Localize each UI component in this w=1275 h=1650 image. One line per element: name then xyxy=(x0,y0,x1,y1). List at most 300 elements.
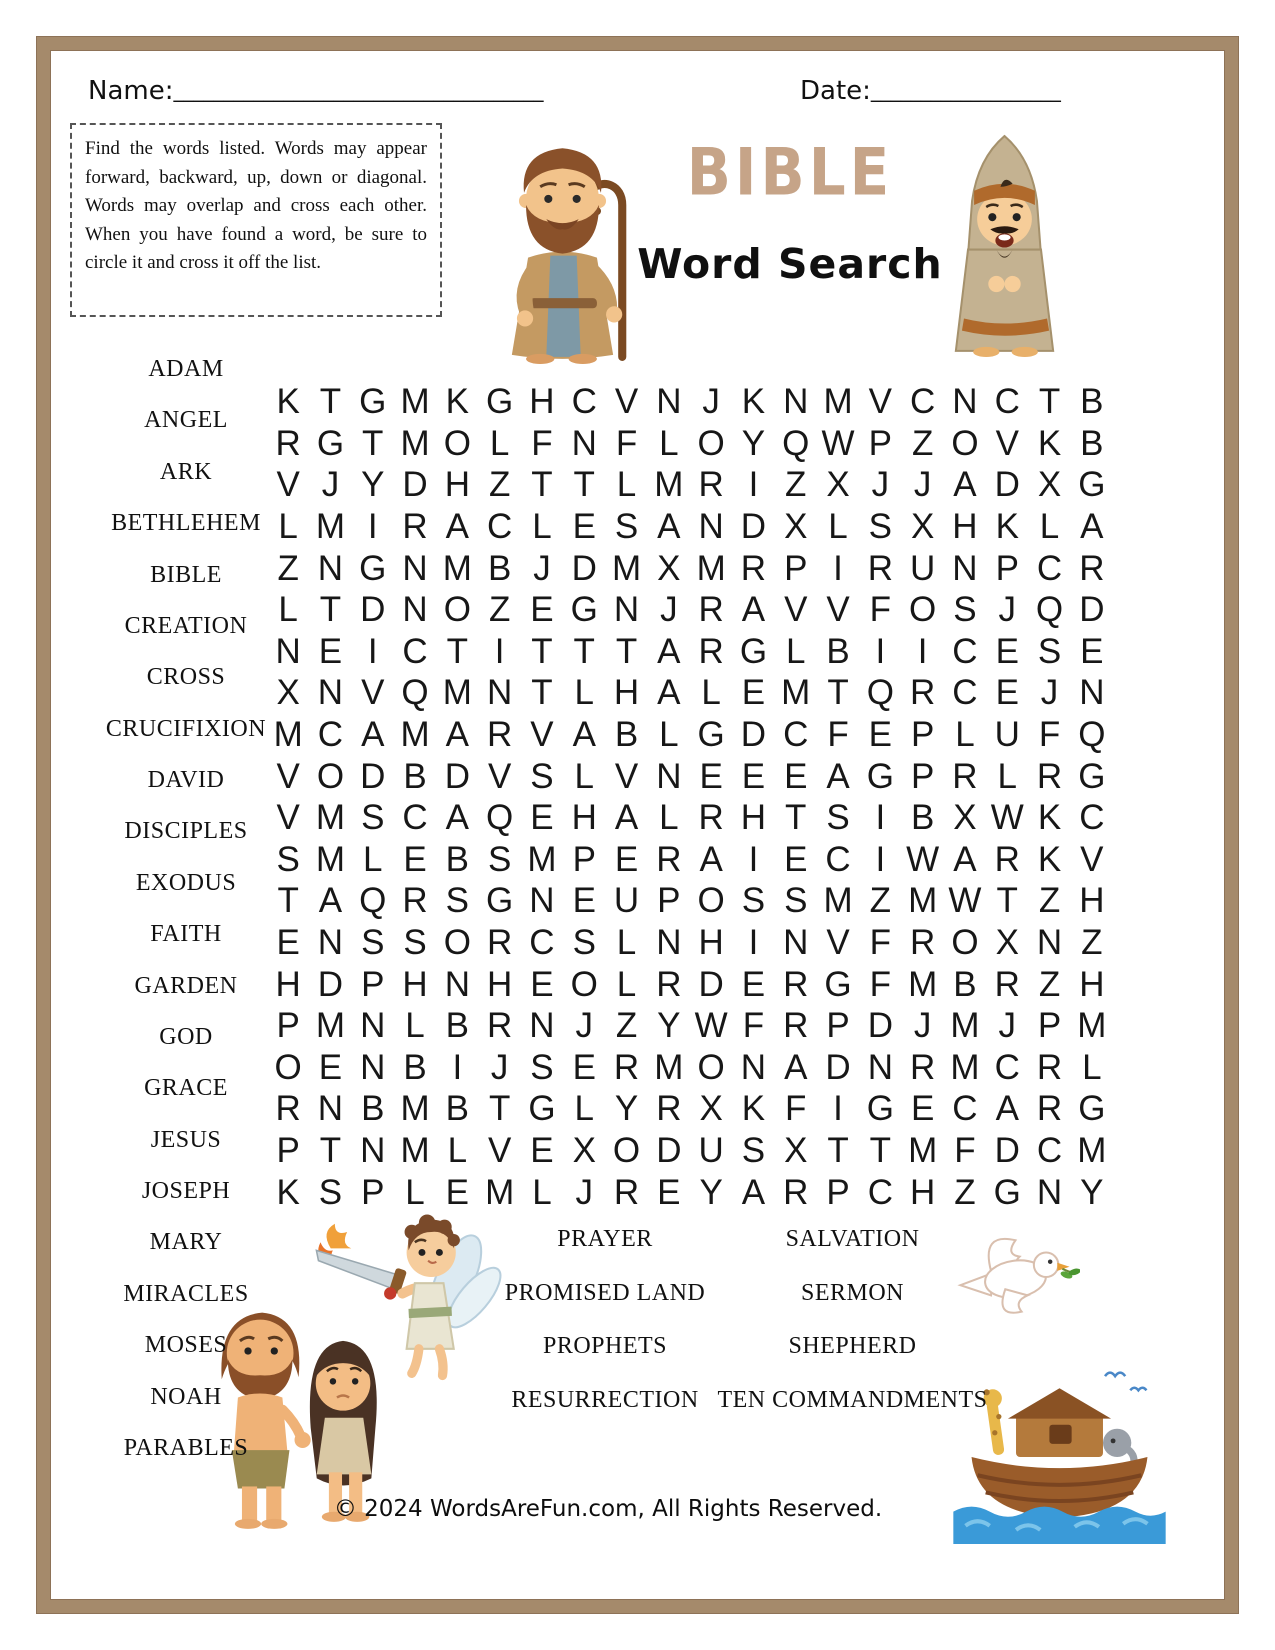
grid-cell: C xyxy=(1036,1131,1063,1171)
grid-cell: T xyxy=(531,631,553,671)
grid-cell: S xyxy=(826,798,850,838)
grid-cell: L xyxy=(1039,507,1060,547)
grid-cell: U xyxy=(910,548,936,588)
grid-cell: H xyxy=(487,964,513,1004)
grid-cell: C xyxy=(952,631,978,671)
grid-cell: M xyxy=(400,423,430,463)
grid-cell: R xyxy=(1079,548,1105,588)
grid-cell: N xyxy=(867,1047,893,1087)
grid-cell: T xyxy=(996,881,1018,921)
grid-cell: W xyxy=(821,423,855,463)
grid-cell: C xyxy=(317,715,344,755)
grid-cell: Y xyxy=(657,1006,681,1046)
grid-cell: T xyxy=(362,423,384,463)
grid-cell: L xyxy=(955,715,975,755)
grid-cell: E xyxy=(741,673,766,713)
grid-cell: V xyxy=(487,756,512,796)
grid-cell: X xyxy=(826,465,850,505)
grid-cell: G xyxy=(570,590,598,630)
grid-cell: J xyxy=(998,1006,1016,1046)
grid-cell: K xyxy=(1037,798,1062,838)
grid-cell: L xyxy=(363,839,383,879)
grid-cell: B xyxy=(953,964,977,1004)
grid-cell: R xyxy=(698,631,724,671)
grid-cell: M xyxy=(442,673,472,713)
grid-cell: R xyxy=(952,756,978,796)
grid-cell: K xyxy=(1037,839,1062,879)
grid-cell: M xyxy=(485,1172,515,1212)
grid-cell: N xyxy=(1036,1172,1063,1212)
grid-cell: N xyxy=(444,964,470,1004)
grid-cell: Z xyxy=(785,465,807,505)
grid-cell: N xyxy=(360,1047,386,1087)
grid-cell: D xyxy=(402,465,428,505)
grid-cell: N xyxy=(275,631,301,671)
grid-cell: S xyxy=(487,839,512,879)
word-list-item: ADAM xyxy=(148,356,224,382)
grid-cell: C xyxy=(529,923,555,963)
grid-cell: D xyxy=(360,590,386,630)
grid-cell: E xyxy=(995,631,1019,671)
grid-cell: A xyxy=(784,1047,808,1087)
grid-cell: I xyxy=(875,798,886,838)
grid-cell: K xyxy=(1037,423,1062,463)
grid-cell: N xyxy=(952,382,978,422)
grid-cell: L xyxy=(574,756,594,796)
grid-cell: D xyxy=(825,1047,851,1087)
grid-cell: T xyxy=(827,1131,849,1171)
grid-cell: L xyxy=(405,1006,425,1046)
word-list-item: GRACE xyxy=(144,1075,228,1102)
grid-cell: H xyxy=(740,798,767,838)
grid-cell: H xyxy=(698,923,724,963)
word-list-item: SALVATION xyxy=(785,1226,920,1252)
grid-cell: P xyxy=(572,839,596,879)
grid-cell: N xyxy=(487,673,513,713)
grid-cell: E xyxy=(741,756,766,796)
grid-cell: L xyxy=(278,590,298,630)
grid-cell: I xyxy=(748,839,759,879)
grid-cell: Q xyxy=(486,798,514,838)
grid-cell: F xyxy=(869,923,892,963)
grid-cell: R xyxy=(740,548,767,588)
grid-cell: L xyxy=(405,1172,425,1212)
grid-cell: T xyxy=(785,798,807,838)
grid-cell: X xyxy=(699,1089,723,1129)
grid-cell: E xyxy=(741,964,766,1004)
grid-cell: T xyxy=(319,590,342,630)
grid-cell: N xyxy=(656,756,682,796)
grid-cell: S xyxy=(953,590,977,630)
grid-cell: T xyxy=(573,465,595,505)
grid-cell: Y xyxy=(741,423,766,463)
grid-cell: K xyxy=(276,1172,300,1212)
word-list-item: SERMON xyxy=(800,1279,905,1306)
grid-cell: I xyxy=(494,631,505,671)
grid-cell: N xyxy=(571,423,597,463)
grid-cell: P xyxy=(826,1006,850,1046)
name-blank-line: _____________________________________ xyxy=(173,78,544,102)
grid-cell: O xyxy=(951,423,979,463)
grid-cell: X xyxy=(276,673,300,713)
grid-cell: N xyxy=(317,923,344,963)
grid-cell: Y xyxy=(1080,1172,1104,1212)
grid-cell: S xyxy=(741,881,766,921)
grid-cell: H xyxy=(1079,964,1105,1004)
grid-cell: B xyxy=(403,1047,427,1087)
grid-cell: E xyxy=(910,1089,935,1129)
grid-cell: L xyxy=(659,715,679,755)
grid-cell: C xyxy=(994,382,1020,422)
grid-cell: D xyxy=(740,715,767,755)
page-title-bible: BIBLE xyxy=(686,133,894,211)
grid-cell: G xyxy=(528,1089,556,1129)
grid-cell: L xyxy=(616,964,637,1004)
grid-cell: M xyxy=(654,465,684,505)
grid-cell: M xyxy=(823,881,853,921)
grid-cell: R xyxy=(613,1172,640,1212)
grid-cell: A xyxy=(361,715,385,755)
grid-cell: H xyxy=(571,798,597,838)
word-list-item: CROSS xyxy=(146,664,226,691)
grid-cell: M xyxy=(654,1047,684,1087)
grid-cell: N xyxy=(783,382,809,422)
grid-cell: R xyxy=(656,1089,682,1129)
grid-cell: X xyxy=(995,923,1019,963)
grid-cell: O xyxy=(612,1131,641,1171)
grid-cell: Q xyxy=(401,673,429,713)
grid-cell: R xyxy=(994,964,1020,1004)
word-list-item: JESUS xyxy=(150,1126,222,1153)
grid-cell: L xyxy=(701,673,721,713)
grid-cell: V xyxy=(784,590,808,630)
grid-cell: R xyxy=(487,923,513,963)
grid-cell: B xyxy=(614,715,639,755)
grid-cell: L xyxy=(659,423,679,463)
grid-cell: R xyxy=(698,465,724,505)
grid-cell: V xyxy=(614,382,639,422)
grid-cell: V xyxy=(276,798,300,838)
grid-cell: M xyxy=(442,548,472,588)
grid-cell: R xyxy=(867,548,893,588)
grid-cell: R xyxy=(1036,756,1063,796)
date-blank-line: ___________________ xyxy=(870,78,1061,102)
grid-cell: B xyxy=(361,1089,385,1129)
grid-cell: M xyxy=(315,839,346,879)
grid-cell: N xyxy=(698,507,724,547)
grid-cell: H xyxy=(444,465,470,505)
grid-cell: M xyxy=(781,673,811,713)
grid-cell: O xyxy=(570,964,598,1004)
grid-cell: L xyxy=(828,507,848,547)
grid-cell: R xyxy=(910,1047,936,1087)
grid-cell: L xyxy=(616,465,637,505)
grid-cell: P xyxy=(995,548,1019,588)
grid-cell: M xyxy=(823,382,853,422)
grid-cell: V xyxy=(530,715,554,755)
grid-cell: Z xyxy=(911,423,934,463)
grid-cell: L xyxy=(489,423,510,463)
grid-cell: M xyxy=(527,839,557,879)
grid-cell: Z xyxy=(869,881,892,921)
grid-cell: O xyxy=(909,590,937,630)
grid-cell: F xyxy=(531,423,553,463)
grid-cell: B xyxy=(403,756,427,796)
grid-cell: C xyxy=(825,839,851,879)
grid-cell: O xyxy=(697,1047,725,1087)
grid-cell: M xyxy=(908,881,938,921)
word-list-item: FAITH xyxy=(150,921,222,948)
grid-cell: S xyxy=(868,507,893,547)
grid-cell: O xyxy=(274,1047,302,1087)
grid-cell: E xyxy=(784,756,808,796)
grid-cell: Y xyxy=(361,465,385,505)
grid-cell: T xyxy=(446,631,469,671)
name-field xyxy=(88,76,543,106)
grid-cell: V xyxy=(1080,839,1104,879)
grid-cell: M xyxy=(950,1047,980,1087)
grid-cell: C xyxy=(402,798,428,838)
grid-cell: M xyxy=(611,548,642,588)
grid-cell: M xyxy=(400,715,430,755)
word-list-item: MIRACLES xyxy=(123,1280,249,1307)
grid-cell: F xyxy=(742,1006,765,1046)
grid-cell: G xyxy=(739,631,768,671)
grid-cell: M xyxy=(273,715,303,755)
grid-cell: K xyxy=(445,382,470,422)
grid-cell: M xyxy=(1077,1006,1107,1046)
grid-cell: W xyxy=(906,839,940,879)
grid-cell: O xyxy=(443,923,471,963)
grid-cell: V xyxy=(995,423,1019,463)
word-list-item: CREATION xyxy=(124,612,248,639)
grid-cell: H xyxy=(952,507,978,547)
grid-cell: S xyxy=(572,923,596,963)
grid-cell: N xyxy=(402,590,428,630)
grid-cell: G xyxy=(1078,465,1106,505)
grid-cell: Q xyxy=(866,673,894,713)
grid-cell: A xyxy=(699,839,723,879)
grid-cell: V xyxy=(826,923,850,963)
grid-cell: T xyxy=(573,631,595,671)
grid-cell: T xyxy=(615,631,638,671)
grid-cell: D xyxy=(1079,590,1105,630)
grid-cell: V xyxy=(276,465,300,505)
grid-cell: T xyxy=(827,673,849,713)
grid-cell: M xyxy=(1077,1131,1107,1171)
grid-cell: T xyxy=(1038,382,1061,422)
word-list-item: GOD xyxy=(159,1023,213,1050)
grid-cell: P xyxy=(361,964,385,1004)
grid-cell: F xyxy=(869,964,892,1004)
grid-cell: J xyxy=(321,465,340,505)
grid-cell: K xyxy=(995,507,1019,547)
grid-cell: L xyxy=(574,1089,594,1129)
grid-cell: I xyxy=(917,631,928,671)
grid-cell: X xyxy=(953,798,977,838)
grid-cell: E xyxy=(530,798,554,838)
grid-cell: N xyxy=(740,1047,767,1087)
grid-cell: Z xyxy=(1038,881,1061,921)
grid-cell: G xyxy=(993,1172,1021,1212)
grid-cell: E xyxy=(995,673,1019,713)
grid-cell: N xyxy=(317,673,344,713)
grid-cell: T xyxy=(869,1131,892,1171)
grid-cell: A xyxy=(741,590,766,630)
grid-cell: H xyxy=(910,1172,936,1212)
grid-cell: A xyxy=(741,1172,766,1212)
letter-grid xyxy=(267,381,1113,1213)
grid-cell: C xyxy=(487,507,513,547)
word-list-item: SHEPHERD xyxy=(788,1333,917,1360)
grid-cell: Q xyxy=(1035,590,1064,630)
grid-cell: J xyxy=(660,590,678,630)
grid-cell: M xyxy=(400,382,430,422)
grid-cell: J xyxy=(533,548,551,588)
grid-cell: P xyxy=(276,1131,300,1171)
grid-cell: J xyxy=(913,1006,932,1046)
grid-cell: L xyxy=(574,673,594,713)
grid-cell: J xyxy=(490,1047,509,1087)
grid-cell: S xyxy=(1037,631,1062,671)
grid-cell: I xyxy=(875,839,886,879)
grid-cell: D xyxy=(444,756,470,796)
grid-cell: P xyxy=(784,548,808,588)
grid-cell: J xyxy=(702,382,720,422)
grid-cell: T xyxy=(531,465,553,505)
grid-cell: X xyxy=(784,507,808,547)
grid-cell: L xyxy=(278,507,298,547)
grid-cell: G xyxy=(486,382,514,422)
grid-cell: G xyxy=(866,756,894,796)
grid-cell: T xyxy=(319,1131,342,1171)
grid-cell: A xyxy=(445,715,470,755)
grid-cell: E xyxy=(572,881,596,921)
grid-cell: R xyxy=(1036,1047,1063,1087)
grid-cell: P xyxy=(910,756,935,796)
grid-cell: T xyxy=(319,382,342,422)
grid-cell: H xyxy=(1079,881,1105,921)
grid-cell: S xyxy=(403,923,427,963)
grid-cell: K xyxy=(741,382,766,422)
grid-cell: P xyxy=(868,423,893,463)
grid-cell: M xyxy=(908,964,938,1004)
grid-cell: E xyxy=(276,923,300,963)
grid-cell: Z xyxy=(277,548,299,588)
word-list-item: CRUCIFIXION xyxy=(105,715,267,742)
grid-cell: B xyxy=(1080,382,1104,422)
grid-cell: E xyxy=(445,1172,470,1212)
grid-cell: D xyxy=(867,1006,893,1046)
grid-cell: A xyxy=(572,715,596,755)
grid-cell: Y xyxy=(614,1089,639,1129)
grid-cell: Q xyxy=(782,423,810,463)
grid-cell: I xyxy=(748,465,759,505)
grid-cell: W xyxy=(990,798,1024,838)
grid-cell: S xyxy=(361,798,385,838)
grid-cell: R xyxy=(783,964,809,1004)
word-list-bottom-right xyxy=(700,1226,1005,1414)
grid-cell: D xyxy=(698,964,724,1004)
grid-cell: N xyxy=(783,923,809,963)
grid-cell: O xyxy=(316,756,345,796)
grid-cell: D xyxy=(740,507,767,547)
grid-cell: M xyxy=(315,798,346,838)
date-field xyxy=(800,76,1061,106)
grid-cell: I xyxy=(367,631,378,671)
grid-cell: J xyxy=(871,465,890,505)
word-list-item: ANGEL xyxy=(144,407,228,434)
grid-cell: A xyxy=(953,465,977,505)
grid-cell: R xyxy=(910,923,936,963)
grid-cell: S xyxy=(614,507,639,547)
grid-cell: L xyxy=(997,756,1017,796)
grid-cell: G xyxy=(697,715,725,755)
grid-cell: H xyxy=(275,964,301,1004)
word-list-item: PROPHETS xyxy=(542,1333,668,1360)
grid-cell: C xyxy=(952,1089,978,1129)
grid-cell: X xyxy=(572,1131,596,1171)
word-list-item: DAVID xyxy=(147,767,225,793)
grid-cell: X xyxy=(657,548,681,588)
grid-cell: P xyxy=(910,715,935,755)
grid-cell: E xyxy=(318,1047,343,1087)
grid-cell: N xyxy=(360,1006,386,1046)
grid-cell: I xyxy=(367,507,378,547)
grid-cell: D xyxy=(360,756,386,796)
grid-cell: H xyxy=(529,382,555,422)
grid-cell: A xyxy=(445,507,470,547)
grid-cell: P xyxy=(657,881,681,921)
grid-cell: N xyxy=(952,548,978,588)
grid-cell: K xyxy=(276,382,300,422)
word-list-item: MOSES xyxy=(144,1332,228,1359)
grid-cell: F xyxy=(827,715,849,755)
grid-cell: A xyxy=(445,798,470,838)
grid-cell: J xyxy=(913,465,932,505)
date-label: Date: xyxy=(800,76,871,106)
grid-cell: M xyxy=(315,1006,346,1046)
grid-cell: S xyxy=(530,1047,554,1087)
grid-cell: N xyxy=(613,590,640,630)
grid-cell: E xyxy=(318,631,343,671)
grid-cell: P xyxy=(1037,1006,1062,1046)
grid-cell: R xyxy=(275,423,301,463)
grid-cell: T xyxy=(277,881,299,921)
grid-cell: Z xyxy=(488,590,511,630)
grid-cell: E xyxy=(784,839,808,879)
grid-cell: R xyxy=(698,798,724,838)
grid-cell: G xyxy=(486,881,514,921)
grid-cell: S xyxy=(445,881,470,921)
grid-cell: H xyxy=(613,673,640,713)
grid-cell: D xyxy=(571,548,597,588)
word-list-item: TEN COMMANDMENTS xyxy=(717,1386,988,1413)
grid-cell: O xyxy=(443,590,471,630)
grid-cell: N xyxy=(529,1006,555,1046)
word-list-item: DISCIPLES xyxy=(124,818,248,845)
grid-cell: C xyxy=(1079,798,1105,838)
word-list-item: RESURRECTION xyxy=(511,1386,699,1413)
grid-cell: T xyxy=(531,673,553,713)
grid-cell: I xyxy=(833,548,843,588)
grid-cell: K xyxy=(741,1089,766,1129)
grid-cell: V xyxy=(361,673,385,713)
word-list-item: PARABLES xyxy=(123,1434,249,1461)
grid-cell: I xyxy=(875,631,886,671)
grid-cell: A xyxy=(1080,507,1104,547)
word-list-item: ARK xyxy=(159,458,213,485)
